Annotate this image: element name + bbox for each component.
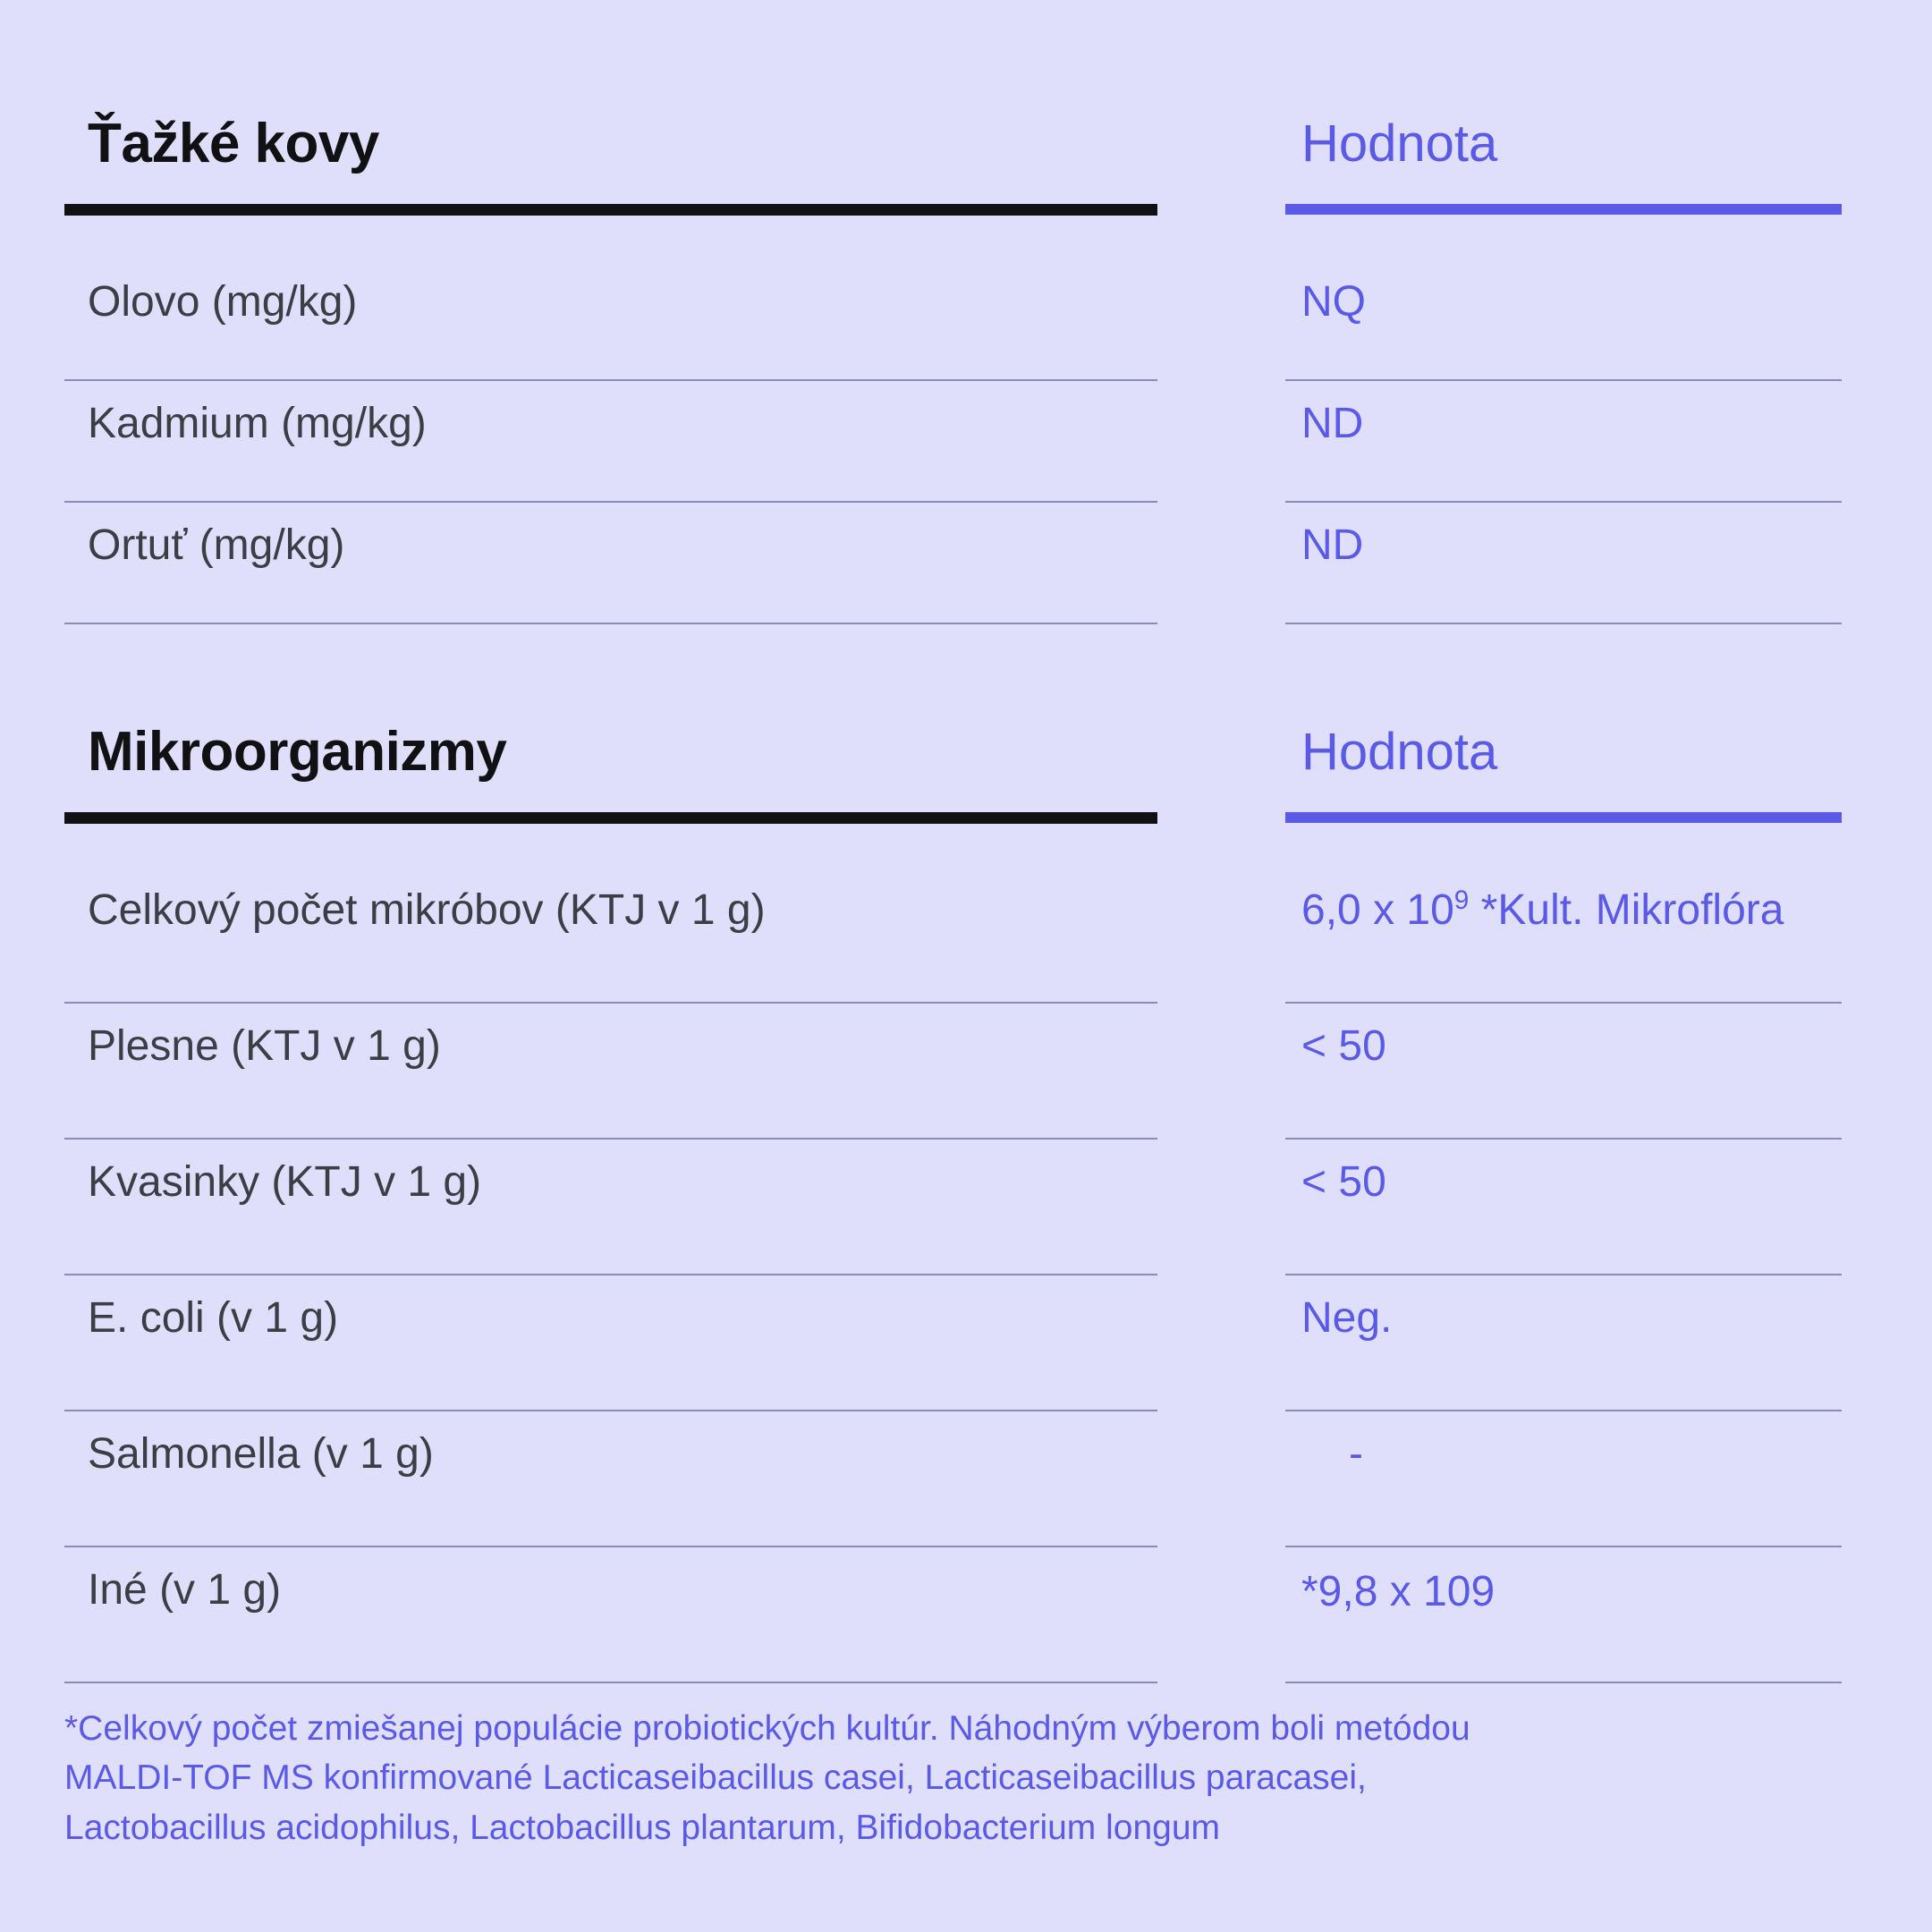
table-row bbox=[0, 1275, 1932, 1411]
row-value: < 50 bbox=[1301, 1158, 1386, 1206]
row-divider bbox=[64, 1682, 1157, 1683]
row-value: ND bbox=[1301, 521, 1364, 569]
row-label: Salmonella (v 1 g) bbox=[88, 1430, 434, 1478]
row-label: Iné (v 1 g) bbox=[88, 1566, 282, 1614]
section-title-microorganisms: Mikroorganizmy bbox=[88, 721, 507, 783]
section-title-underline bbox=[64, 204, 1157, 216]
footnote-line-3: Lactobacillus acidophilus, Lactobacillus plantarum, Bifidobacterium longum bbox=[64, 1808, 1221, 1847]
footnote-line-2: MALDI-TOF MS konfirmované Lacticaseibacillus casei, Lacticaseibacillus paracasei, bbox=[64, 1758, 1367, 1798]
value-column-header-microorganisms: Hodnota bbox=[1301, 723, 1498, 781]
section-title-heavy-metals: Ťažké kovy bbox=[88, 113, 379, 174]
value-divider bbox=[1285, 1682, 1842, 1683]
row-divider bbox=[64, 623, 1157, 624]
row-value bbox=[1301, 887, 1784, 935]
value-note: *Kult. Mikroflóra bbox=[1469, 886, 1784, 934]
row-value: *9,8 x 109 bbox=[1301, 1568, 1496, 1615]
table-row bbox=[0, 381, 1932, 503]
table-row bbox=[0, 1411, 1932, 1547]
value-column-underline bbox=[1285, 812, 1842, 823]
section-microorganisms bbox=[0, 721, 1932, 1683]
row-label: Ortuť (mg/kg) bbox=[88, 521, 345, 569]
table-row bbox=[0, 503, 1932, 624]
table-row bbox=[0, 1004, 1932, 1140]
value-divider bbox=[1285, 623, 1842, 624]
row-value: ND bbox=[1301, 400, 1364, 447]
table-row bbox=[0, 259, 1932, 381]
row-label: Celkový počet mikróbov (KTJ v 1 g) bbox=[88, 886, 766, 934]
table-row bbox=[0, 868, 1932, 1004]
row-value: - bbox=[1349, 1430, 1363, 1478]
value-exponent: 9 bbox=[1453, 886, 1470, 915]
table-row bbox=[0, 1547, 1932, 1683]
heavy-metals-rows bbox=[0, 259, 1932, 624]
value-column-header-heavy-metals: Hodnota bbox=[1301, 114, 1498, 173]
row-label: Kvasinky (KTJ v 1 g) bbox=[88, 1158, 482, 1206]
row-value: NQ bbox=[1301, 278, 1366, 326]
row-value: < 50 bbox=[1301, 1022, 1386, 1070]
section-heavy-metals bbox=[0, 113, 1932, 624]
row-label: Kadmium (mg/kg) bbox=[88, 400, 427, 447]
footnote-line-1: *Celkový počet zmiešanej populácie probiotických kultúr. Náhodným výberom boli metódou bbox=[64, 1709, 1470, 1748]
row-label: Plesne (KTJ v 1 g) bbox=[88, 1022, 441, 1070]
section-header bbox=[0, 113, 1932, 259]
table-row bbox=[0, 1140, 1932, 1275]
value-column-underline bbox=[1285, 204, 1842, 215]
row-label: E. coli (v 1 g) bbox=[88, 1294, 339, 1342]
footnote bbox=[64, 1704, 1862, 1852]
section-title-underline bbox=[64, 812, 1157, 824]
microorganisms-rows bbox=[0, 868, 1932, 1683]
row-value: Neg. bbox=[1301, 1294, 1393, 1342]
section-header bbox=[0, 721, 1932, 868]
value-mantissa: 6,0 x 10 bbox=[1301, 886, 1454, 934]
row-label: Olovo (mg/kg) bbox=[88, 278, 358, 326]
